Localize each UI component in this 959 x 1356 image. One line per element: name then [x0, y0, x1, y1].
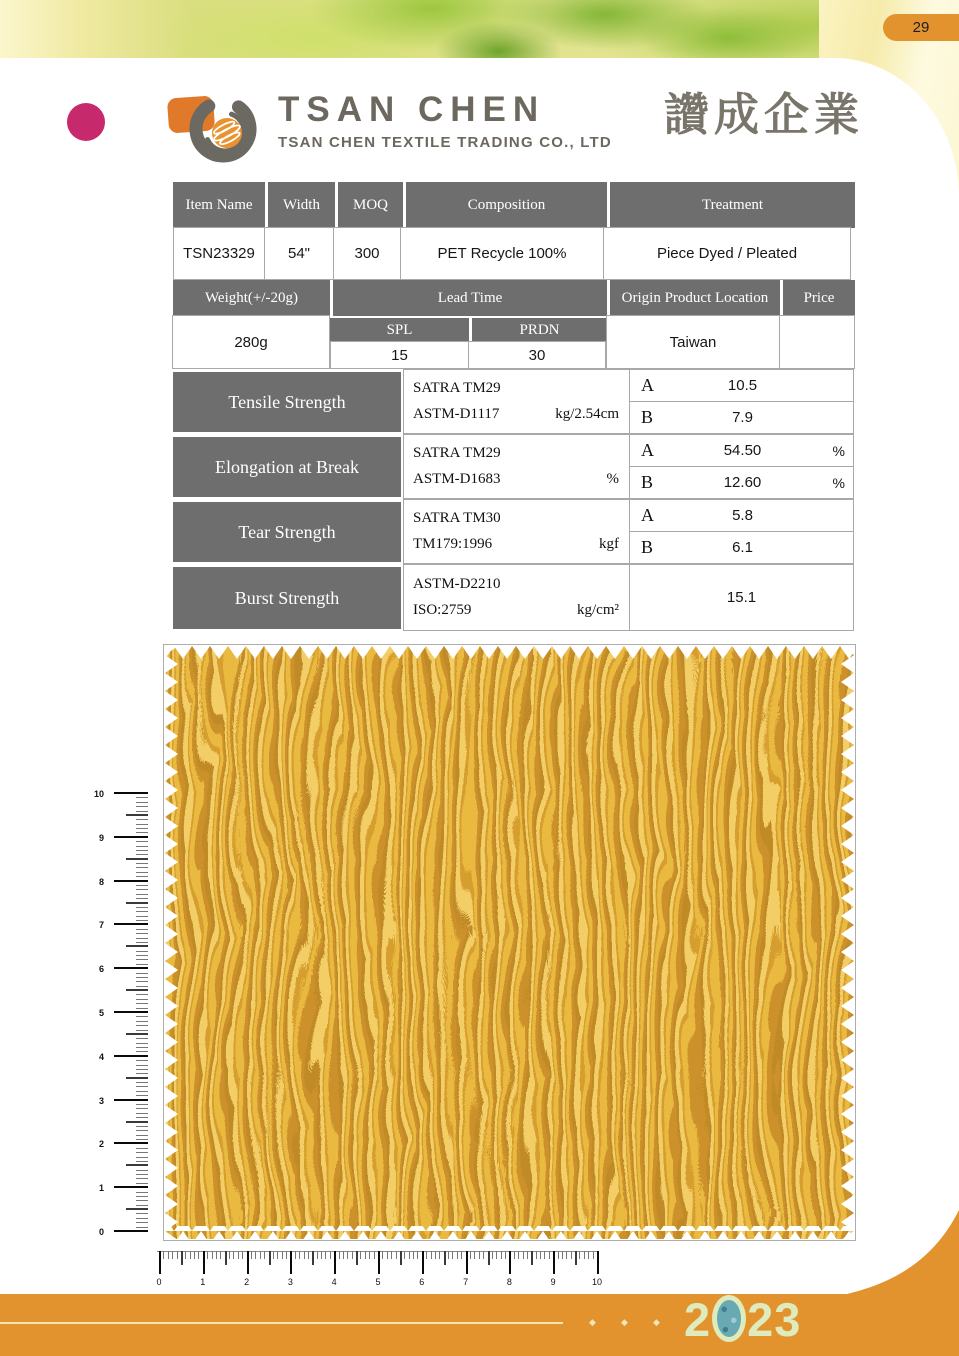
page-number-badge	[883, 14, 959, 41]
result-value: 15.1	[726, 589, 757, 606]
result-label: A	[641, 375, 654, 395]
footer-year	[684, 1293, 802, 1346]
header-origin: Origin Product Location	[607, 280, 780, 316]
test-results	[629, 434, 854, 499]
value-composition: PET Recycle 100%	[400, 227, 604, 280]
result-value: 12.60	[723, 474, 762, 491]
header-composition: Composition	[403, 182, 607, 228]
spec-value-row	[173, 228, 855, 280]
footer-orange-band	[0, 1294, 959, 1356]
result-value: 5.8	[732, 507, 753, 524]
year-suffix: 23	[747, 1293, 802, 1346]
value-item-name: TSN23329	[173, 227, 265, 280]
footer-line-decoration	[0, 1322, 563, 1324]
test-results	[629, 369, 854, 434]
test-name: Tensile Strength	[173, 370, 403, 434]
diamond-icon: ◆	[653, 1317, 660, 1327]
value-prdn: 30	[468, 341, 606, 369]
test-unit: %	[606, 470, 619, 487]
test-results	[629, 564, 854, 631]
test-row-burst	[173, 565, 855, 631]
tsan-chen-logo-icon	[166, 88, 266, 168]
test-methods	[403, 564, 630, 631]
test-method-1: SATRA TM29	[413, 445, 501, 462]
test-row-tensile	[173, 370, 855, 434]
pink-dot-decoration	[67, 103, 105, 141]
result-value: 10.5	[727, 377, 758, 394]
spec-section2	[173, 280, 855, 369]
result-value: 6.1	[732, 539, 753, 556]
test-method-2: TM179:1996	[413, 535, 493, 552]
test-method-2: ASTM-D1683	[413, 470, 501, 487]
header-prdn: PRDN	[469, 316, 607, 342]
result-suffix: %	[832, 442, 845, 459]
test-name: Burst Strength	[173, 565, 403, 631]
header-width: Width	[265, 182, 335, 228]
company-subtitle: TSAN CHEN TEXTILE TRADING CO., LTD	[278, 134, 612, 151]
fabric-texture	[165, 646, 854, 1239]
value-origin: Taiwan	[606, 315, 780, 369]
vertical-ruler: 0 1 2 3 4 5 6 7 8 9 10	[96, 792, 148, 1232]
header-price: Price	[780, 280, 855, 316]
result-value: 7.9	[732, 409, 753, 426]
diamond-icon: ◆	[621, 1317, 628, 1327]
header-moq: MOQ	[335, 182, 403, 228]
company-name: TSAN CHEN	[278, 90, 546, 129]
value-width: 54"	[264, 227, 334, 280]
test-method-2: ISO:2759	[413, 602, 472, 618]
page-number: 29	[912, 19, 930, 36]
value-treatment: Piece Dyed / Pleated	[603, 227, 851, 280]
value-weight: 280g	[172, 315, 330, 369]
value-moq: 300	[333, 227, 401, 280]
result-label: B	[641, 537, 654, 557]
value-spl: 15	[330, 341, 469, 369]
test-unit: kg/2.54cm	[555, 405, 619, 422]
brand-header	[166, 86, 919, 170]
header-lead-time: Lead Time	[330, 280, 607, 316]
company-chinese-name: 讚成企業	[663, 89, 864, 140]
fabric-sample-photo	[163, 644, 856, 1241]
test-row-tear	[173, 500, 855, 564]
diamond-icon: ◆	[589, 1317, 596, 1327]
header-treatment: Treatment	[607, 182, 855, 228]
test-unit: kgf	[599, 535, 619, 552]
result-value: 54.50	[723, 442, 762, 459]
test-method-1: SATRA TM30	[413, 510, 501, 527]
year-prefix: 2	[684, 1293, 712, 1346]
test-row-elongation	[173, 435, 855, 499]
result-label: A	[641, 440, 654, 460]
test-methods	[403, 369, 630, 434]
horizontal-ruler: 0 1 2 3 4 5 6 7 8 9 10	[159, 1251, 598, 1287]
header-spl: SPL	[330, 316, 469, 342]
brand-text	[278, 92, 612, 151]
result-label: B	[641, 472, 654, 492]
result-label: B	[641, 407, 654, 427]
value-price	[779, 315, 855, 369]
spec-table	[173, 182, 855, 631]
test-method-1: SATRA TM29	[413, 380, 501, 397]
test-name: Tear Strength	[173, 500, 403, 564]
test-method-2: ASTM-D1117	[413, 405, 500, 422]
year-zero-ornament	[712, 1295, 746, 1342]
test-unit: kg/cm²	[577, 602, 619, 618]
result-suffix: %	[832, 474, 845, 491]
test-results	[629, 499, 854, 564]
header-weight: Weight(+/-20g)	[173, 280, 330, 316]
result-label: A	[641, 505, 654, 525]
footer-curve-decoration	[847, 1210, 959, 1294]
header-item-name: Item Name	[173, 182, 265, 228]
test-method-1: ASTM-D2210	[413, 576, 501, 592]
spec-header-row	[173, 182, 855, 228]
test-methods	[403, 434, 630, 499]
test-methods	[403, 499, 630, 564]
test-name: Elongation at Break	[173, 435, 403, 499]
watercolor-header-band	[0, 0, 959, 58]
